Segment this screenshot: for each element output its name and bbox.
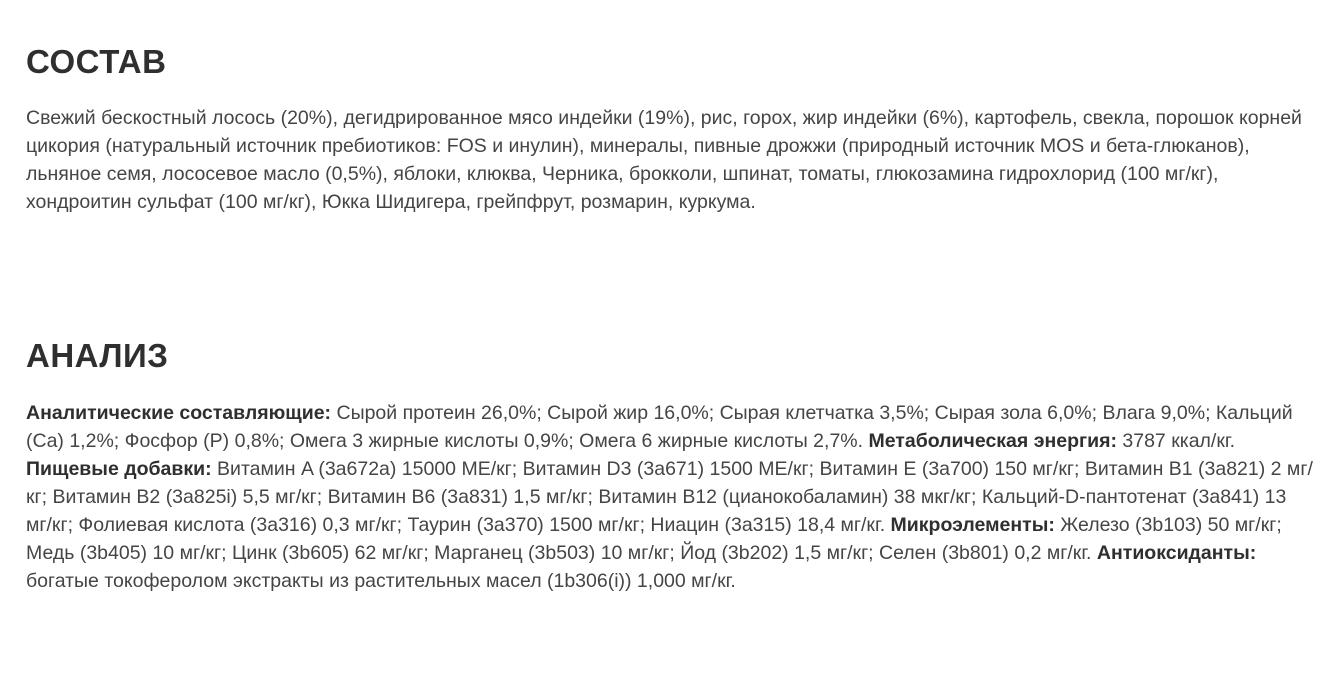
food-additives-label: Пищевые добавки: [26, 458, 212, 480]
composition-text: Свежий бескостный лосось (20%), дегидрированное мясо индейки (19%), рис, горох, жир индейки (6%), картофель, свекла, порошок корней цикория (натуральный источник пребиотиков: FOS и инулин), минералы, пивные дрожжи (природный источник MOS и бета-глюканов), льняное семя, лососевое масло (0,5%), яблоки, клюква, Черника, брокколи, шпинат, томаты, глюкозамина гидрохлорид (100 мг/кг), хондроитин сульфат (100 мг/кг), Юкка Шидигера, грейпфрут, розмарин, куркума. [26, 107, 1302, 213]
food-additives-text: Витамин A (3a672a) 15000 МЕ/кг; Витамин D3 (3a671) 1500 МЕ/кг; Витамин E (3a700) 150 мг/кг; Витамин B1 (3a821) 2 мг/кг; Витамин B2 (3a825i) 5,5 мг/кг; Витамин B6 (3a831) 1,5 мг/кг; Витамин B12 (цианокобаламин) 38 мкг/кг; Кальций-D-пантотенат (3a841) 13 мг/кг; Фолиевая кислота (3a316) 0,3 мг/кг; Таурин (3a370) 1500 мг/кг; Ниацин (3a315) 18,4 мг/кг. [26, 458, 1313, 536]
composition-heading: СОСТАВ [26, 43, 167, 80]
analysis-heading: АНАЛИЗ [26, 337, 169, 374]
analytical-components-text: Сырой протеин 26,0%; Сырой жир 16,0%; Сырая клетчатка 3,5%; Сырая зола 6,0%; Влага 9,0%; Кальций (Ca) 1,2%; Фосфор (P) 0,8%; Омега 3 жирные кислоты 0,9%; Омега 6 жирные кислоты 2,7%. [26, 402, 1293, 452]
microelements-label: Микроэлементы: [890, 514, 1055, 536]
analysis-section [26, 336, 1316, 595]
microelements-text: Железо (3b103) 50 мг/кг; Медь (3b405) 10 мг/кг; Цинк (3b605) 62 мг/кг; Марганец (3b503) 10 мг/кг; Йод (3b202) 1,5 мг/кг; Селен (3b801) 0,2 мг/кг. [26, 514, 1282, 564]
metabolic-energy-label: Метаболическая энергия: [868, 430, 1117, 452]
analytical-components-label: Аналитические составляющие: [26, 402, 332, 424]
composition-section [26, 42, 1316, 216]
analysis-text [26, 399, 1316, 595]
antioxidants-text: богатые токоферолом экстракты из растительных масел (1b306(i)) 1,000 мг/кг. [26, 570, 736, 592]
antioxidants-label: Антиоксиданты: [1096, 542, 1257, 564]
metabolic-energy-text: 3787 ккал/кг. [1116, 430, 1236, 452]
